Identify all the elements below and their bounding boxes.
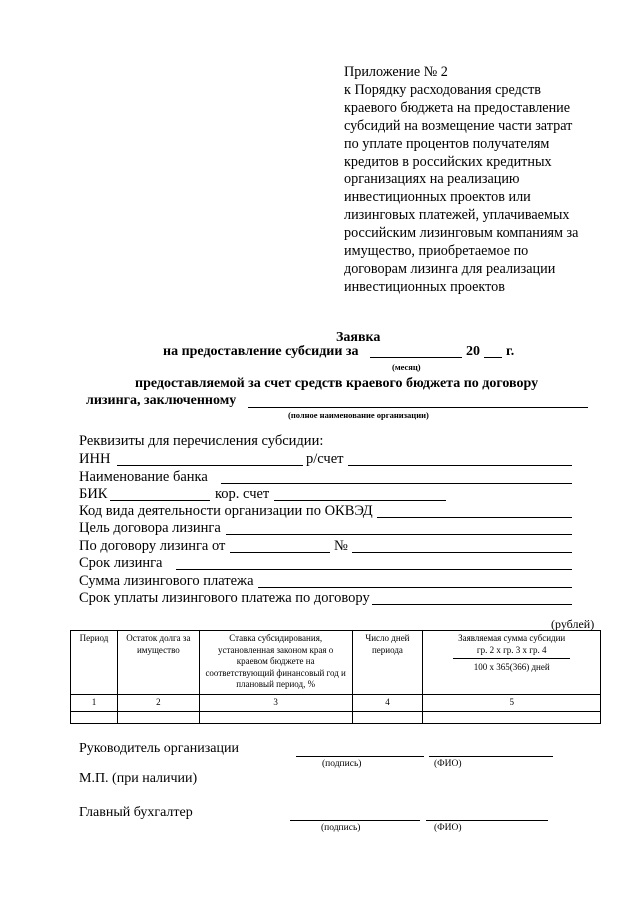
corr-account-field[interactable] (274, 500, 446, 501)
appendix-line: инвестиционных проектов или (344, 189, 531, 206)
bik-field[interactable] (110, 500, 210, 501)
head-label: Руководитель организации (79, 741, 239, 756)
payment-due-label: Срок уплаты лизингового платежа по договору (79, 590, 370, 606)
month-field[interactable] (370, 357, 462, 358)
appendix-line: лизинговых платежей, уплачиваемых (344, 207, 570, 224)
head-signature-caption: (подпись) (322, 759, 362, 769)
corr-account-label: кор. счет (215, 486, 270, 502)
subsidy-period-label: на предоставление субсидии за (163, 344, 359, 359)
header-subsidy-rate: Ставка субсидирования, установленная законом края о краевом бюджете на соответствующий финансовый год и плановый период, % (199, 631, 352, 695)
header-subsidy-amount (423, 631, 601, 695)
accountant-name-caption: (ФИО) (434, 823, 462, 833)
appendix-line: договорам лизинга для реализации (344, 260, 556, 277)
year-field[interactable] (484, 357, 502, 358)
funding-source-text: предоставляемой за счет средств краевого бюджета по договору (135, 376, 539, 391)
contract-from-label: По договору лизинга от (79, 538, 226, 554)
accountant-signature-field[interactable] (290, 820, 420, 821)
formula-divider (453, 658, 570, 659)
column-number: 5 (423, 695, 601, 712)
column-number: 2 (117, 695, 199, 712)
account-field[interactable] (348, 465, 572, 466)
organization-name-field[interactable] (248, 407, 588, 408)
table-cell[interactable] (199, 711, 352, 723)
appendix-line: краевого бюджета на предоставление (344, 99, 571, 116)
header-subsidy-amount-label: Заявляемая сумма субсидии (458, 633, 566, 643)
bik-label: БИК (79, 486, 108, 502)
bank-label: Наименование банка (79, 469, 208, 485)
header-debt-balance: Остаток долга за имущество (117, 631, 199, 695)
number-sign: № (334, 538, 348, 554)
column-number: 4 (352, 695, 423, 712)
column-number: 1 (71, 695, 118, 712)
payment-amount-label: Сумма лизингового платежа (79, 573, 254, 589)
accountant-label: Главный бухгалтер (79, 805, 193, 820)
appendix-line: субсидий на возмещение части затрат (344, 117, 573, 134)
appendix-block (344, 64, 578, 297)
organization-caption: (полное наименование организации) (288, 410, 429, 420)
form-title: Заявка (336, 330, 381, 345)
lease-term-label: Срок лизинга (79, 555, 163, 571)
inn-field[interactable] (117, 465, 303, 466)
purpose-field[interactable] (226, 534, 572, 535)
payment-amount-field[interactable] (258, 587, 572, 588)
appendix-line: Приложение № 2 (344, 64, 448, 80)
okved-label: Код вида деятельности организации по ОКВЭД (79, 503, 373, 519)
head-signature-field[interactable] (296, 756, 424, 757)
okved-field[interactable] (377, 517, 572, 518)
header-period: Период (71, 631, 118, 695)
year-prefix: 20 (466, 344, 480, 359)
table-header-row (71, 631, 601, 695)
table-row (71, 695, 601, 712)
table-cell[interactable] (352, 711, 423, 723)
currency-unit: (рублей) (551, 617, 595, 631)
accountant-name-field[interactable] (426, 820, 548, 821)
table-cell[interactable] (117, 711, 199, 723)
lease-term-field[interactable] (176, 569, 572, 570)
appendix-line: имущество, приобретаемое по (344, 243, 529, 260)
formula-numerator: гр. 2 х гр. 3 х гр. 4 (476, 644, 547, 655)
table-row (71, 711, 601, 723)
appendix-line: организациях на реализацию (344, 171, 520, 188)
requisites-heading: Реквизиты для перечисления субсидии: (79, 433, 324, 449)
contract-number-field[interactable] (352, 552, 572, 553)
header-days: Число дней периода (352, 631, 423, 695)
appendix-line: инвестиционных проектов (344, 278, 505, 295)
bank-field[interactable] (221, 483, 572, 484)
accountant-signature-caption: (подпись) (321, 823, 361, 833)
year-suffix: г. (506, 344, 515, 359)
subsidy-table (70, 630, 601, 724)
month-caption: (месяц) (392, 362, 421, 372)
appendix-line: к Порядку расходования средств (344, 81, 541, 98)
contract-date-field[interactable] (230, 552, 330, 553)
inn-label: ИНН (79, 451, 111, 467)
payment-due-field[interactable] (372, 604, 572, 605)
appendix-line: по уплате процентов получателям (344, 135, 550, 152)
appendix-line: российским лизинговым компаниям за (344, 225, 579, 242)
head-name-field[interactable] (429, 756, 553, 757)
column-number: 3 (199, 695, 352, 712)
contract-org-label: лизинга, заключенному (86, 393, 237, 408)
stamp-label: М.П. (при наличии) (79, 771, 198, 786)
appendix-line: кредитов в российских кредитных (344, 153, 552, 170)
purpose-label: Цель договора лизинга (79, 520, 221, 536)
table-cell[interactable] (71, 711, 118, 723)
head-name-caption: (ФИО) (434, 759, 462, 769)
formula-denominator: 100 х 365(366) дней (473, 662, 550, 672)
account-label: р/счет (306, 451, 344, 467)
table-cell[interactable] (423, 711, 601, 723)
